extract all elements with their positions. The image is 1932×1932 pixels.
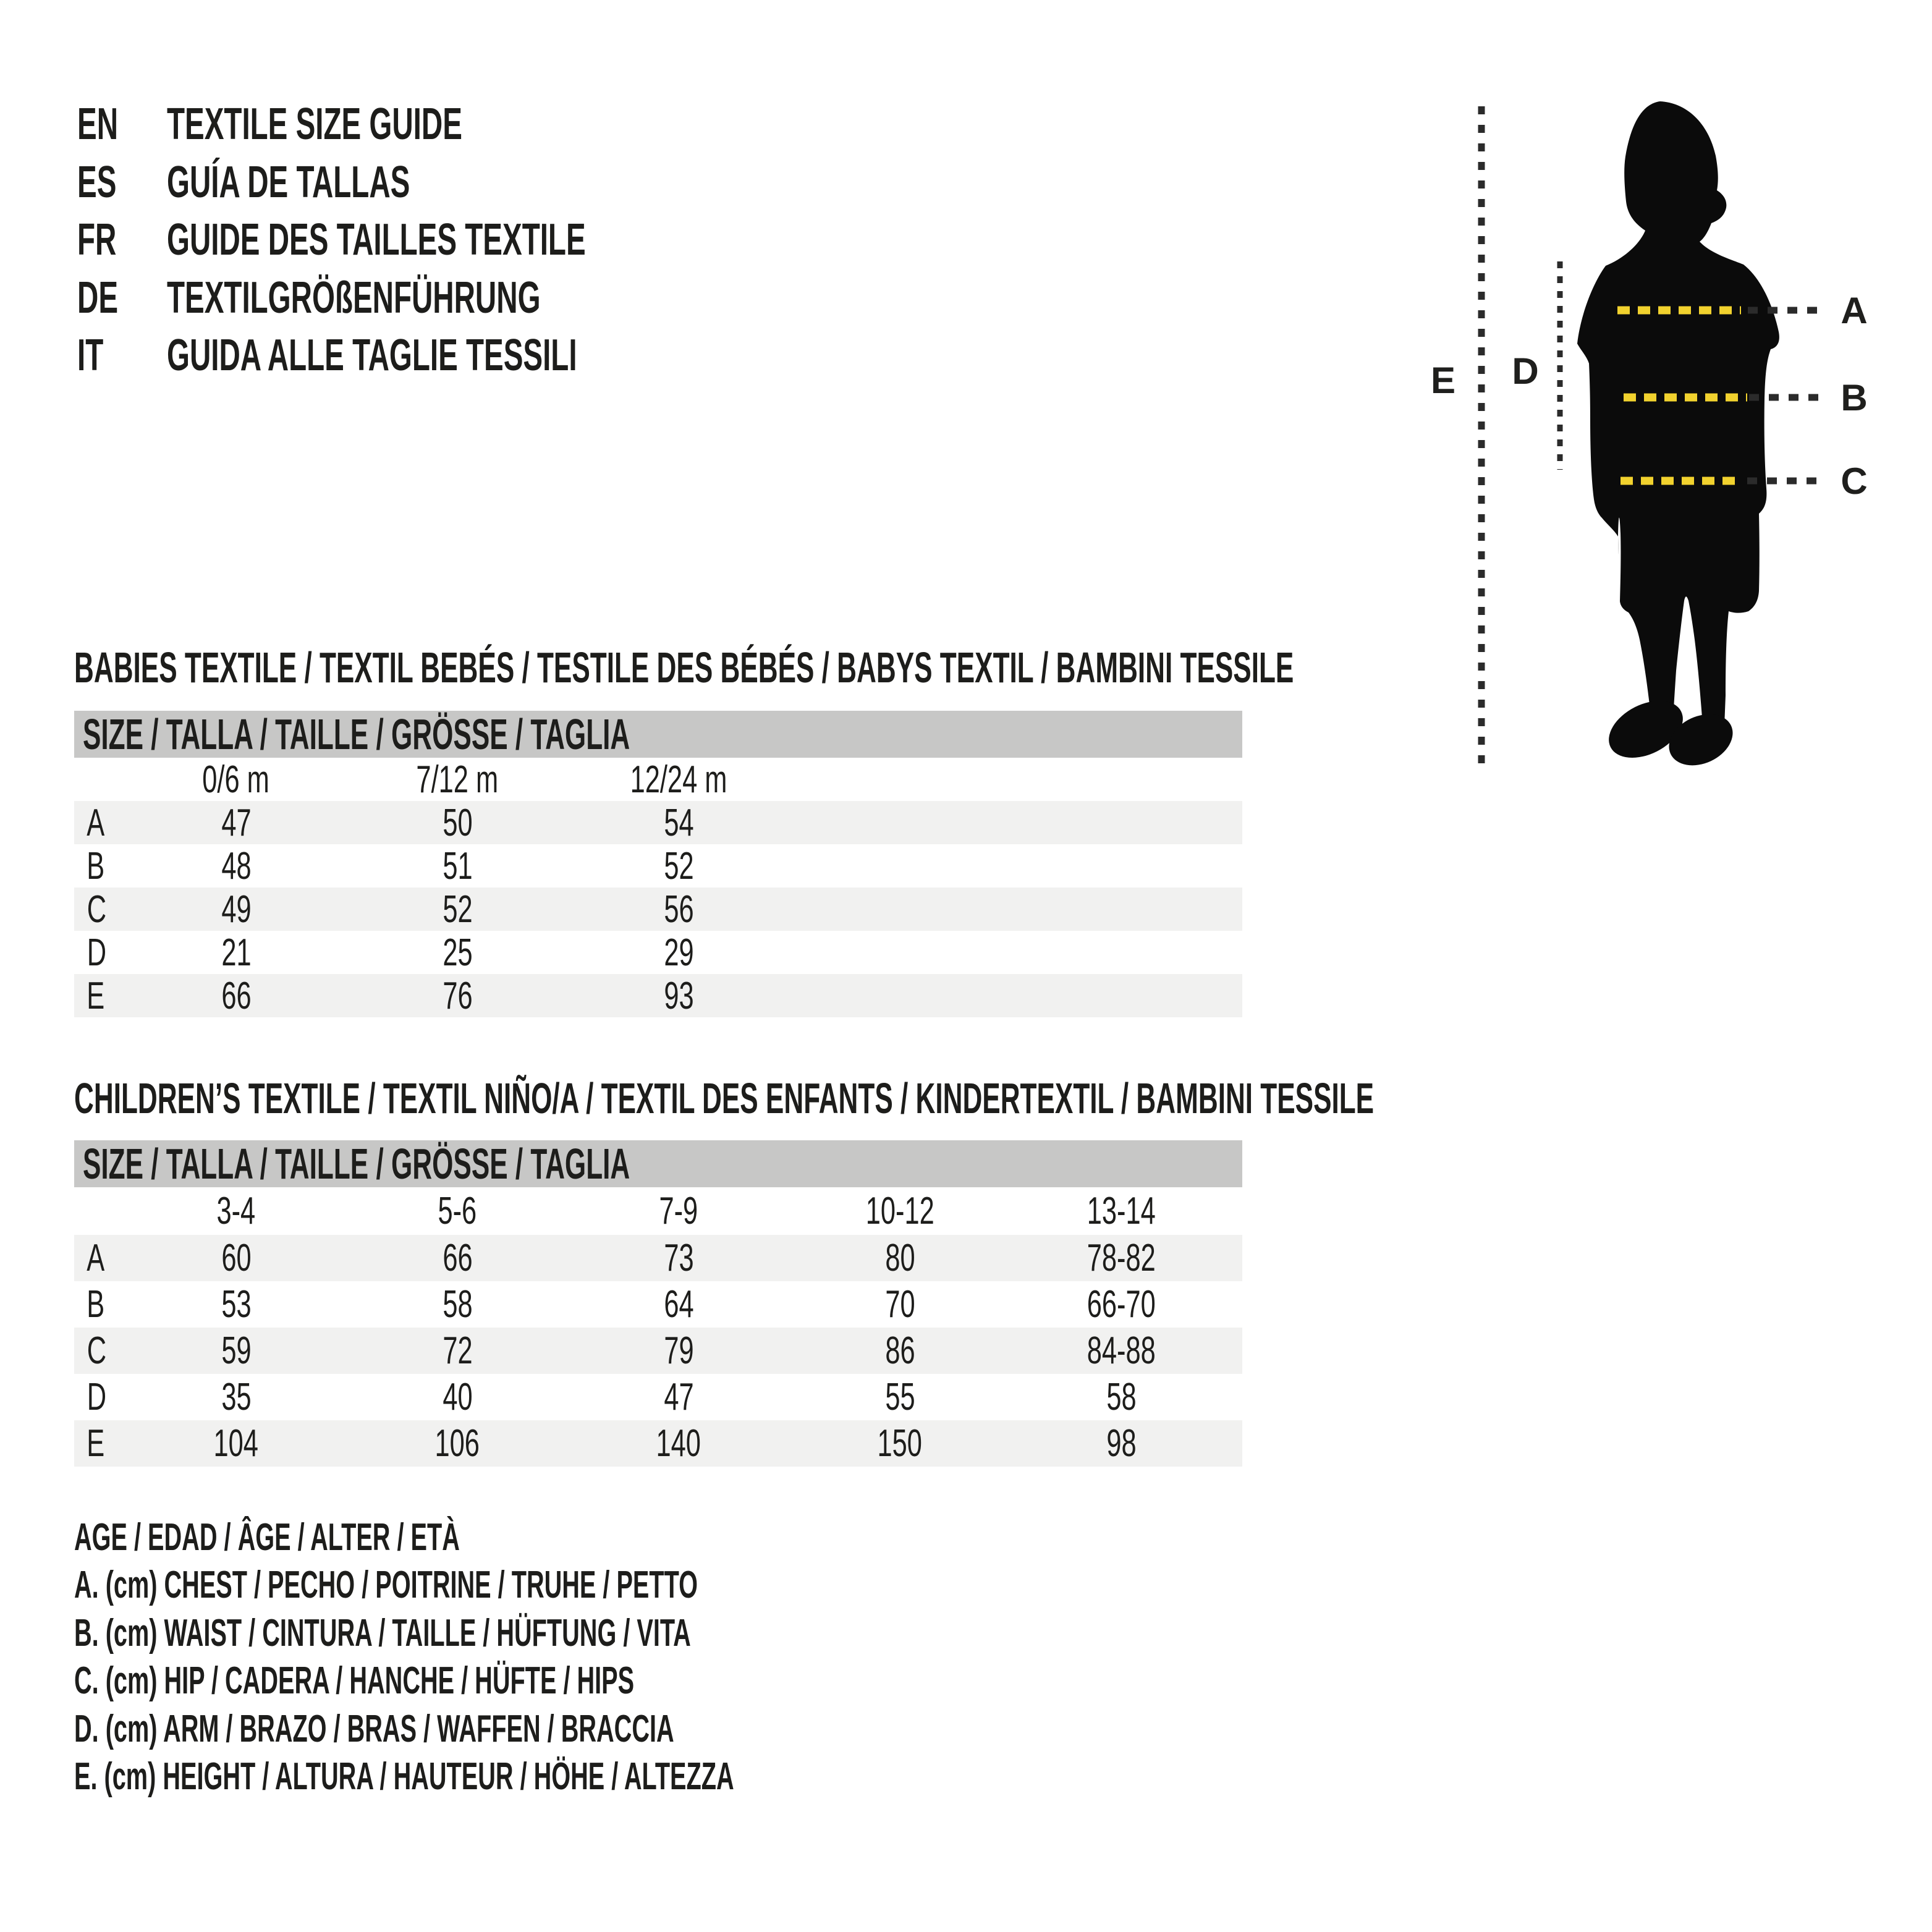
- child-silhouette: [1577, 101, 1779, 726]
- legend-line-hip: C. (cm) HIP / CADERA / HANCHE / HÜFTE / HIPS: [74, 1659, 635, 1703]
- cell: 80: [884, 1237, 915, 1279]
- row-label: C: [87, 1329, 107, 1372]
- children-heading: CHILDREN’S TEXTILE / TEXTIL NIÑO/A / TEXTIL DES ENFANTS / KINDERTEXTIL / BAMBINI TESSILE: [74, 1074, 1375, 1122]
- cell: 70: [884, 1283, 915, 1326]
- column-header: 7/12 m: [416, 758, 499, 801]
- cell: 78-82: [1087, 1237, 1156, 1279]
- table-row: [74, 1328, 1242, 1374]
- lang-title-es: GUÍA DE TALLAS: [167, 157, 410, 207]
- cell: 58: [1106, 1376, 1137, 1418]
- table-row: [74, 1235, 1242, 1281]
- legend-line-chest: A. (cm) CHEST / PECHO / POITRINE / TRUHE / PETTO: [74, 1564, 698, 1607]
- cell: 29: [663, 931, 694, 974]
- cell: 21: [221, 931, 252, 974]
- cell: 51: [442, 844, 473, 888]
- lang-code-it: IT: [77, 331, 104, 380]
- table-row: [74, 1281, 1242, 1328]
- legend-line-waist: B. (cm) WAIST / CINTURA / TAILLE / HÜFTUNG / VITA: [74, 1611, 691, 1654]
- column-header: 7-9: [659, 1190, 698, 1232]
- column-header: 0/6 m: [202, 758, 270, 801]
- row-label: D: [87, 1376, 107, 1418]
- babies-table: [74, 711, 1242, 1020]
- cell: 25: [442, 931, 473, 974]
- cell: 86: [884, 1329, 915, 1372]
- table-row: [74, 801, 1242, 844]
- child-silhouette-figure: [1421, 74, 1932, 803]
- legend-line-arm: D. (cm) ARM / BRAZO / BRAS / WAFFEN / BRACCIA: [74, 1707, 674, 1750]
- cell: 50: [442, 801, 473, 844]
- cell: 56: [663, 888, 694, 931]
- row-label: C: [87, 888, 107, 931]
- row-label: B: [87, 844, 105, 888]
- cell: 79: [663, 1329, 694, 1372]
- figure-label-a: A: [1841, 290, 1868, 331]
- cell: 73: [663, 1237, 694, 1279]
- lang-title-fr: GUIDE DES TAILLES TEXTILE: [167, 215, 586, 265]
- cell: 47: [663, 1376, 694, 1418]
- legend-line-age: AGE / EDAD / ÂGE / ALTER / ETÀ: [74, 1516, 460, 1559]
- cell: 35: [221, 1376, 252, 1418]
- cell: 58: [442, 1283, 473, 1326]
- children-size-header-bar: SIZE / TALLA / TAILLE / GRÖSSE / TAGLIA: [74, 1140, 1242, 1187]
- row-label: A: [87, 1237, 105, 1279]
- cell: 48: [221, 844, 252, 888]
- lang-title-de: TEXTILGRÖßENFÜHRUNG: [167, 273, 541, 323]
- cell: 76: [442, 974, 473, 1017]
- figure-label-c: C: [1841, 460, 1868, 502]
- column-header: 5-6: [438, 1190, 477, 1232]
- legend-line-height: E. (cm) HEIGHT / ALTURA / HAUTEUR / HÖHE / ALTEZZA: [74, 1755, 734, 1798]
- cell: 84-88: [1087, 1329, 1156, 1372]
- row-label: D: [87, 931, 107, 974]
- cell: 98: [1106, 1422, 1137, 1465]
- cell: 140: [656, 1422, 701, 1465]
- column-header: 12/24 m: [630, 758, 727, 801]
- cell: 52: [663, 844, 694, 888]
- row-label: B: [87, 1283, 105, 1326]
- lang-code-es: ES: [77, 157, 117, 207]
- cell: 53: [221, 1283, 252, 1326]
- cell: 52: [442, 888, 473, 931]
- cell: 64: [663, 1283, 694, 1326]
- lang-title-en: TEXTILE SIZE GUIDE: [167, 100, 462, 149]
- table-row: [74, 1420, 1242, 1467]
- lang-code-de: DE: [77, 273, 119, 323]
- row-label: E: [87, 1422, 105, 1465]
- cell: 66-70: [1087, 1283, 1156, 1326]
- cell: 104: [213, 1422, 259, 1465]
- measurement-legend: [74, 1514, 1105, 1800]
- column-header: 3-4: [216, 1190, 256, 1232]
- cell: 49: [221, 888, 252, 931]
- cell: 54: [663, 801, 694, 844]
- cell: 55: [884, 1376, 915, 1418]
- children-table: [74, 1140, 1242, 1474]
- cell: 106: [434, 1422, 480, 1465]
- cell: 60: [221, 1237, 252, 1279]
- babies-size-header-bar: SIZE / TALLA / TAILLE / GRÖSSE / TAGLIA: [74, 711, 1242, 758]
- column-header: 10-12: [865, 1190, 934, 1232]
- figure-label-b: B: [1841, 377, 1868, 418]
- cell: 66: [221, 974, 252, 1017]
- cell: 47: [221, 801, 252, 844]
- table-row: [74, 888, 1242, 931]
- cell: 93: [663, 974, 694, 1017]
- lang-title-it: GUIDA ALLE TAGLIE TESSILI: [167, 331, 577, 380]
- babies-heading: BABIES TEXTILE / TEXTIL BEBÉS / TESTILE DES BÉBÉS / BABYS TEXTIL / BAMBINI TESSILE: [74, 643, 1294, 692]
- cell: 40: [442, 1376, 473, 1418]
- cell: 150: [877, 1422, 923, 1465]
- row-label: E: [87, 974, 105, 1017]
- table-row: [74, 844, 1242, 888]
- row-label: A: [87, 801, 105, 844]
- babies-column-header-row: [74, 758, 1242, 801]
- table-row: [74, 931, 1242, 974]
- children-column-header-row: [74, 1187, 1242, 1235]
- table-row: [74, 974, 1242, 1017]
- lang-code-fr: FR: [77, 215, 117, 265]
- cell: 59: [221, 1329, 252, 1372]
- cell: 72: [442, 1329, 473, 1372]
- table-row: [74, 1374, 1242, 1420]
- cell: 66: [442, 1237, 473, 1279]
- figure-label-d: D: [1512, 350, 1539, 392]
- figure-label-e: E: [1430, 360, 1456, 401]
- column-header: 13-14: [1087, 1190, 1156, 1232]
- lang-code-en: EN: [77, 100, 119, 149]
